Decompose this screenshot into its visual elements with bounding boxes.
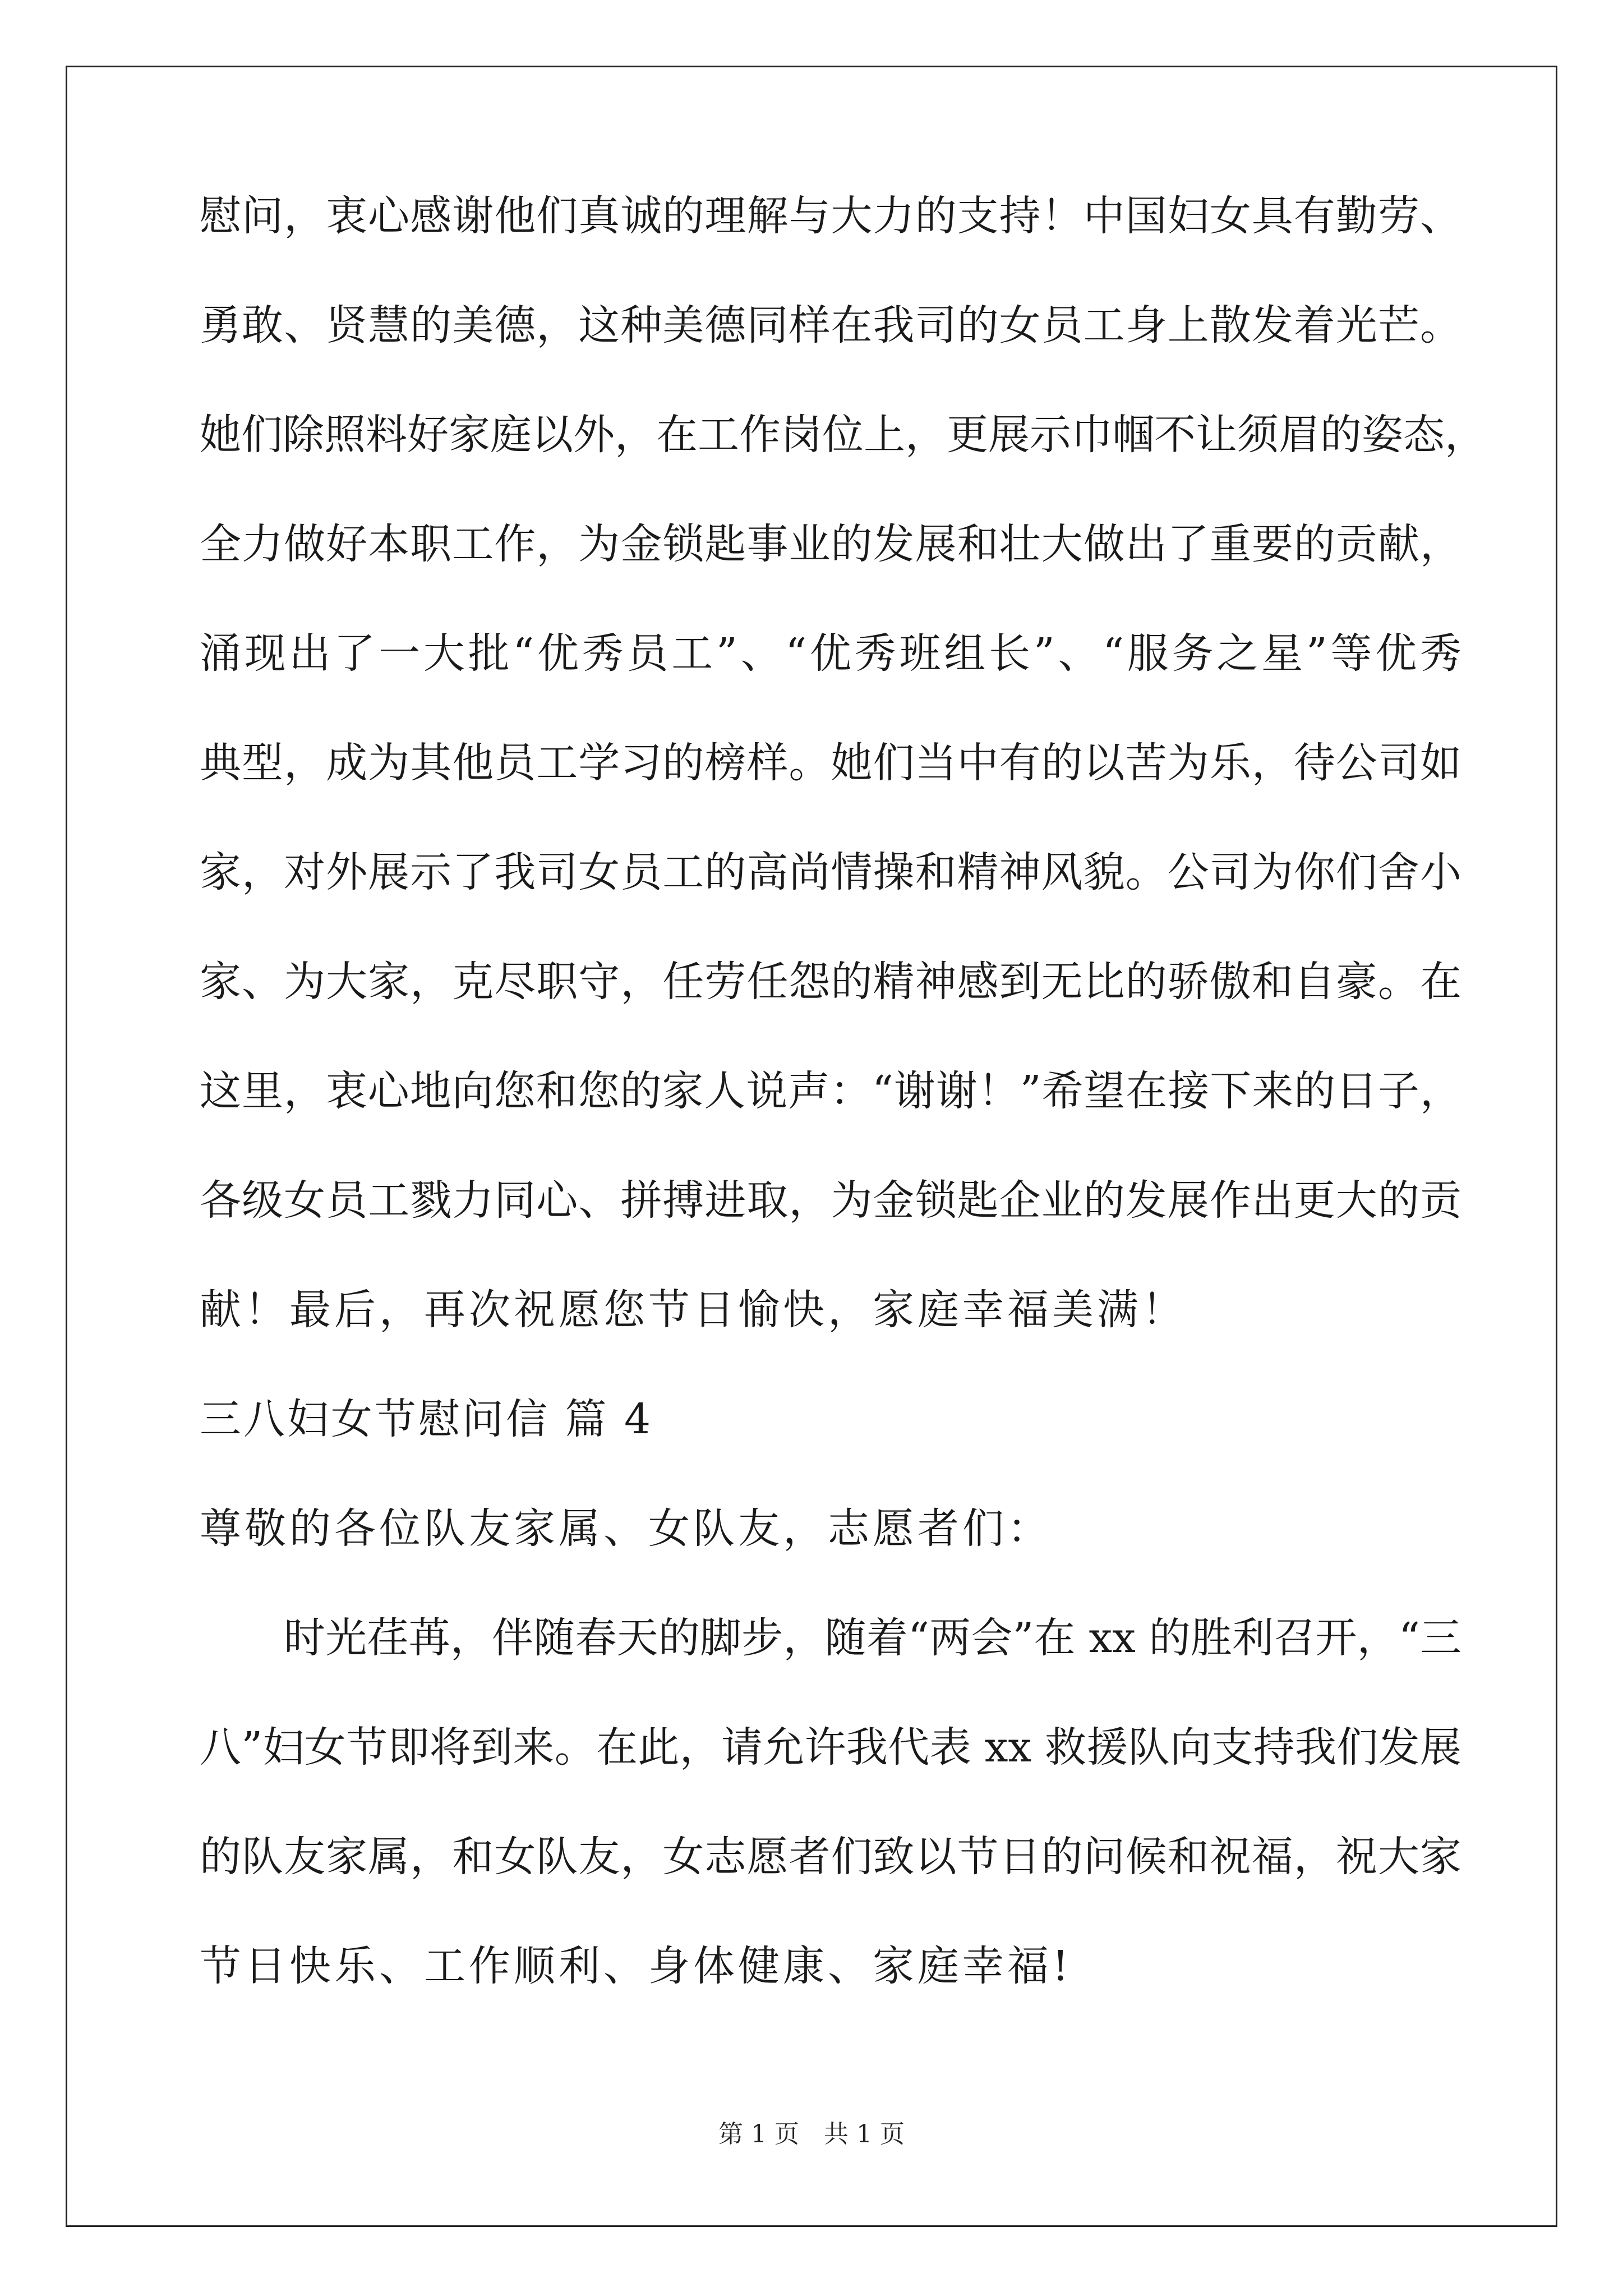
body-line: 典型，成为其他员工学习的榜样。她们当中有的以苦为乐，待公司如 — [200, 739, 1461, 787]
body-line: 这里，衷心地向您和您的家人说声：“谢谢！”希望在接下来的日子， — [200, 1067, 1461, 1115]
body-line: 八”妇女节即将到来。在此，请允许我代表 xx 救援队向支持我们发展 — [200, 1723, 1461, 1772]
body-line: 各级女员工戮力同心、拼搏进取，为金锁匙企业的发展作出更大的贡 — [200, 1176, 1461, 1225]
page-number-footer: 第 1 页 共 1 页 — [718, 2120, 905, 2148]
page-border — [66, 66, 1557, 2227]
body-line: 全力做好本职工作，为金锁匙事业的发展和壮大做出了重要的贡献， — [200, 520, 1461, 568]
body-line: 她们除照料好家庭以外，在工作岗位上，更展示巾帼不让须眉的姿态， — [200, 411, 1486, 459]
salutation: 尊敬的各位队友家属、女队友，志愿者们： — [200, 1504, 1052, 1553]
body-line: 慰问，衷心感谢他们真诚的理解与大力的支持！中国妇女具有勤劳、 — [200, 192, 1461, 240]
body-line: 家、为大家，克尽职守，任劳任怨的精神感到无比的骄傲和自豪。在 — [200, 958, 1461, 1006]
body-line: 献！最后，再次祝愿您节日愉快，家庭幸福美满！ — [200, 1286, 1187, 1334]
body-line: 家，对外展示了我司女员工的高尚情操和精神风貌。公司为你们舍小 — [200, 848, 1461, 896]
body-line: 的队友家属，和女队友，女志愿者们致以节日的问候和祝福，祝大家 — [200, 1833, 1461, 1881]
section-heading: 三八妇女节慰问信 篇 4 — [200, 1395, 653, 1443]
body-line: 时光荏苒，伴随春天的脚步，随着“两会”在 xx 的胜利召开，“三 — [284, 1614, 1461, 1662]
body-line: 节日快乐、工作顺利、身体健康、家庭幸福! — [200, 1942, 1072, 1990]
body-line: 勇敢、贤慧的美德，这种美德同样在我司的女员工身上散发着光芒。 — [200, 301, 1461, 349]
body-line: 涌现出了一大批“优秀员工”、“优秀班组长”、“服务之星”等优秀 — [200, 629, 1461, 678]
